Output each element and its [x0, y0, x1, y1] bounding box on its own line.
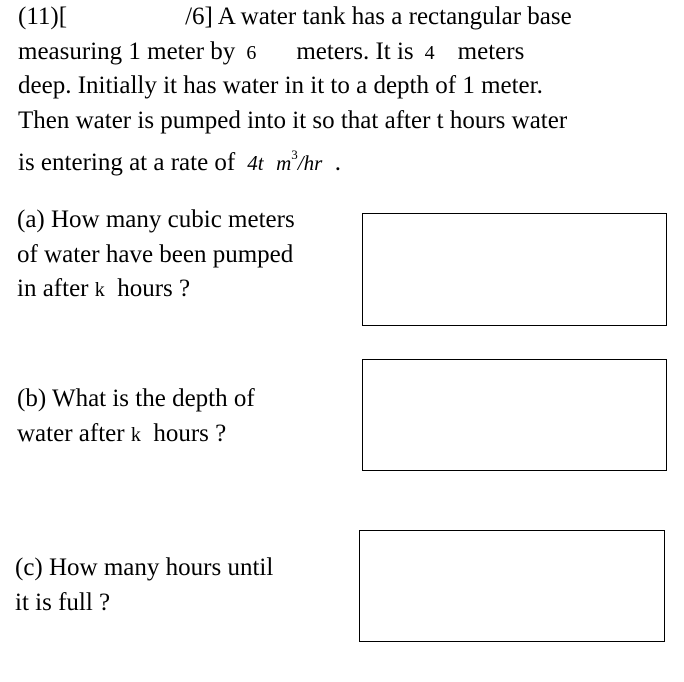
- problem-text-2b: meters. It is: [296, 37, 414, 65]
- answer-box-c[interactable]: [359, 530, 665, 642]
- question-a-line-2: of water have been pumped: [17, 240, 294, 268]
- question-c-label: (c): [15, 554, 43, 581]
- rate-unit-rest: /hr: [297, 151, 323, 175]
- question-b-line-1: [17, 382, 255, 417]
- question-c-line-2: it is full ?: [15, 588, 111, 616]
- rate-unit-m: m: [276, 151, 292, 175]
- problem-line-1: [18, 0, 678, 35]
- question-b: [17, 382, 255, 451]
- problem-line-4: Then water is pumped into it so that after t hours water: [18, 106, 568, 134]
- problem-text-2c: meters: [457, 37, 525, 65]
- question-b-line-2: [17, 417, 255, 452]
- problem-line-3: deep. Initially it has water in it to a depth of 1 meter.: [18, 72, 543, 99]
- problem-period: .: [334, 149, 342, 176]
- problem-line-5: [18, 138, 678, 176]
- question-c-line-1: [15, 551, 273, 586]
- tank-depth-value: 4: [424, 41, 435, 64]
- question-a-variable: k: [94, 279, 105, 301]
- problem-text-5a: is entering at a rate of: [18, 149, 236, 176]
- problem-number: (11)[: [18, 3, 68, 30]
- problem-statement: [18, 0, 678, 176]
- question-b-text-2a: water after: [17, 419, 125, 447]
- answer-box-b[interactable]: [362, 359, 667, 471]
- rate-coefficient: 4t: [247, 151, 264, 175]
- question-b-text-1: What is the depth of: [51, 385, 255, 412]
- problem-points: /6]: [185, 3, 213, 30]
- question-c: [15, 551, 273, 620]
- question-b-variable: k: [130, 423, 141, 446]
- problem-text-1: A water tank has a rectangular base: [217, 3, 572, 30]
- question-a-text-3b: hours ?: [117, 275, 191, 302]
- question-a-line-3: [17, 272, 295, 307]
- answer-box-a[interactable]: [362, 213, 667, 326]
- question-a-text-3a: in after: [17, 275, 89, 302]
- question-a: [17, 203, 295, 307]
- question-b-label: (b): [17, 385, 47, 412]
- problem-text-2a: measuring 1 meter by: [18, 37, 236, 65]
- question-c-text-1: How many hours until: [49, 554, 274, 581]
- tank-width-value: 6: [246, 41, 257, 64]
- problem-line-2: [18, 35, 678, 70]
- question-a-line-1: [17, 203, 295, 238]
- question-b-text-2b: hours ?: [153, 419, 227, 447]
- rate-unit-exponent: 3: [291, 147, 298, 162]
- question-a-text-1: How many cubic meters: [51, 206, 295, 233]
- question-a-label: (a): [17, 206, 45, 233]
